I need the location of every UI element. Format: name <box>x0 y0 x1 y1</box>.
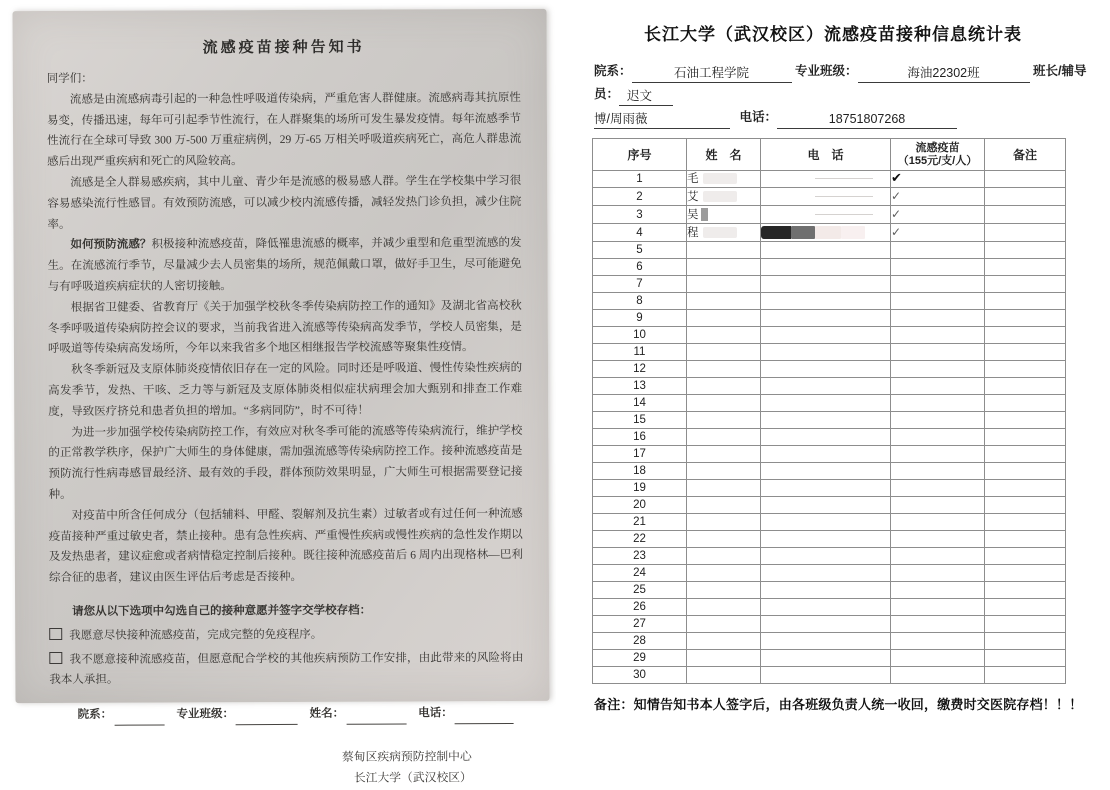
row-number-cell: 15 <box>593 412 687 429</box>
phone-cell <box>761 412 891 429</box>
phone-blank <box>455 710 514 724</box>
vaccine-check-cell <box>891 446 985 463</box>
phone-cell <box>761 531 891 548</box>
header-name: 姓 名 <box>687 139 761 171</box>
notice-paragraph-7: 对疫苗中所含任何成分（包括辅料、甲醛、裂解剂及抗生素）过敏者或有过任何一种流感疫苗接种严重过敏史者，禁止接种。患有急性疾病、严重慢性疾病或慢性疾病的急性发作期以及发热患者，建议症愈或者病情稳定控制后接种。既往接种流感疫苗后 6 周内出现格林—巴利综合征的患者，建议由医生评估后考虑是否接种。 <box>48 507 523 585</box>
row-number-cell: 19 <box>593 480 687 497</box>
phone-cell <box>761 310 891 327</box>
phone-cell <box>761 480 891 497</box>
table-row <box>593 293 1066 310</box>
phone-cell <box>761 378 891 395</box>
row-number-cell: 23 <box>593 548 687 565</box>
phone-cell <box>761 327 891 344</box>
student-name-cell <box>687 463 761 480</box>
note-cell <box>985 599 1066 616</box>
vaccine-check-cell <box>891 497 985 514</box>
table-row <box>593 565 1066 582</box>
table-row <box>593 412 1066 429</box>
stats-footnote: 备注：知情告知书本人签字后，由各班级负责人统一收回，缴费时交医院存档！！！ <box>594 697 1083 712</box>
row-number-cell: 3 <box>593 206 687 224</box>
stats-monitor-value-part2: 博/周雨薇 <box>594 111 730 129</box>
row-number-cell: 29 <box>593 650 687 667</box>
notice-title: 流感疫苗接种告知书 <box>202 39 365 57</box>
notice-paragraph-3 <box>47 233 521 297</box>
note-cell <box>985 429 1066 446</box>
notice-content <box>12 9 549 790</box>
row-number-cell: 12 <box>593 361 687 378</box>
row-number-cell: 9 <box>593 310 687 327</box>
phone-redaction-strip <box>761 226 791 239</box>
checkbox-icon <box>49 651 62 663</box>
student-name-cell <box>687 395 761 412</box>
vaccine-check-cell <box>891 171 985 188</box>
phone-cell <box>761 361 891 378</box>
name-redaction-box <box>701 208 708 221</box>
notice-salutation: 同学们： <box>46 72 93 86</box>
vaccine-check-cell <box>891 463 985 480</box>
phone-cell <box>761 650 891 667</box>
phone-cell <box>761 206 891 224</box>
row-number-cell: 30 <box>593 667 687 684</box>
table-row <box>593 667 1066 684</box>
stats-form-line-2 <box>594 106 1100 129</box>
notice-paragraph-2: 流感是全人群易感疾病，其中儿童、青少年是流感的极易感人群。学生在学校集中学习很容易感染流行性感冒。有效预防流感，可以减少校内流感传播，减轻发热门诊负担，减少住院率。 <box>47 174 522 231</box>
notice-paragraph-5: 秋冬季新冠及支原体肺炎疫情依旧存在一定的风险。同时还是呼吸道、慢性传染性疾病的高发季节，发热、干咳、乏力等与新冠及支原体肺炎相似症状病理会加大甄别和排查工作难度，导致医疗挤兑和患者负担的增加。“多病同防”，时不可待！ <box>48 362 523 418</box>
consent-option-2-label: 我不愿意接种流感疫苗，但愿意配合学校的其他疾病预防工作安排，由此带来的风险将由我本人承担。 <box>49 651 524 687</box>
stats-form-page <box>556 0 1110 712</box>
notice-paragraph-4: 根据省卫健委、省教育厅《关于加强学校秋冬季传染病防控工作的通知》及湖北省高校秋冬季呼吸道传染病防控会议的要求，当前我省进入流感等传染病高发季节，学校人员密集，是呼吸道等传染病高发场所，今年以来我省多个地区相继报告学校流感等聚集性疫情。 <box>47 299 522 356</box>
row-number-cell: 6 <box>593 259 687 276</box>
student-name-cell <box>687 531 761 548</box>
vaccine-checkmark-icon: ✓ <box>891 207 902 221</box>
table-row <box>593 650 1066 667</box>
issuer-block <box>50 746 524 790</box>
header-vaccine <box>891 139 985 171</box>
table-row <box>593 514 1066 531</box>
student-name-cell <box>687 616 761 633</box>
vaccine-check-cell <box>891 582 985 599</box>
table-row <box>593 242 1066 259</box>
vaccine-check-cell <box>891 412 985 429</box>
header-vaccine-line2: （155元/支/人） <box>897 154 978 167</box>
phone-redaction-strip <box>791 226 815 239</box>
phone-cell <box>761 293 891 310</box>
row-number-cell: 25 <box>593 582 687 599</box>
phone-cell <box>761 548 891 565</box>
student-name-cell: 艾 <box>687 188 761 206</box>
phone-cell <box>761 497 891 514</box>
vaccine-check-cell <box>891 206 985 224</box>
student-name-cell <box>687 667 761 684</box>
note-cell <box>985 224 1066 242</box>
table-row <box>593 310 1066 327</box>
student-name-cell: 毛 <box>687 171 761 188</box>
note-cell <box>985 242 1066 259</box>
note-cell <box>985 667 1066 684</box>
vaccine-check-cell <box>891 344 985 361</box>
name-erase-smudge <box>703 227 737 238</box>
table-row <box>593 599 1066 616</box>
row-number-cell: 14 <box>593 395 687 412</box>
row-number-cell: 22 <box>593 531 687 548</box>
stats-monitor-value-part1: 迟文 <box>619 88 673 106</box>
student-name-cell <box>687 446 761 463</box>
stats-monitor-label: 班长/辅导员： <box>594 64 1087 101</box>
vaccine-checkmark-icon: ✓ <box>891 189 902 203</box>
vaccine-check-cell <box>891 327 985 344</box>
table-row <box>593 378 1066 395</box>
checkbox-icon <box>49 628 62 640</box>
phone-redaction-strip <box>841 226 865 239</box>
stats-phone-label: 电话： <box>739 110 777 124</box>
vaccine-check-cell <box>891 599 985 616</box>
note-cell <box>985 361 1066 378</box>
phone-cell <box>761 171 891 188</box>
table-row <box>593 633 1066 650</box>
row-number-cell: 2 <box>593 188 687 206</box>
row-number-cell: 24 <box>593 565 687 582</box>
note-cell <box>985 565 1066 582</box>
row-number-cell: 26 <box>593 599 687 616</box>
row-number-cell: 7 <box>593 276 687 293</box>
phone-cell <box>761 667 891 684</box>
header-no: 序号 <box>593 139 687 171</box>
phone-label: 电话： <box>418 707 453 720</box>
phone-cell <box>761 259 891 276</box>
student-name-cell <box>687 650 761 667</box>
phone-cell <box>761 582 891 599</box>
student-name-cell <box>687 480 761 497</box>
row-number-cell: 1 <box>593 171 687 188</box>
student-name-cell <box>687 344 761 361</box>
note-cell <box>985 463 1066 480</box>
student-name-cell <box>687 514 761 531</box>
row-number-cell: 28 <box>593 633 687 650</box>
table-row <box>593 497 1066 514</box>
student-name-cell: 吴 <box>687 206 761 224</box>
table-row <box>593 171 1066 188</box>
student-name-cell <box>687 361 761 378</box>
table-row <box>593 188 1066 206</box>
notice-paragraph-3-text: 积极接种流感疫苗，降低罹患流感的概率，并减少重型和危重型流感的发生。在流感流行季节，尽量减少去人员密集的场所，规范佩戴口罩，做好手卫生，尽可能避免与有呼吸道疾病症状的人密切接触。 <box>47 237 522 293</box>
table-row <box>593 446 1066 463</box>
student-name-cell <box>687 327 761 344</box>
table-row <box>593 531 1066 548</box>
stats-class-label: 专业班级： <box>795 64 858 78</box>
note-cell <box>985 497 1066 514</box>
note-cell <box>985 582 1066 599</box>
consent-heading: 请您从以下选项中勾选自己的接种意愿并签字交学校存档： <box>72 604 372 618</box>
vaccine-check-cell <box>891 480 985 497</box>
consent-option-2 <box>49 647 523 691</box>
stats-class-value: 海油22302班 <box>858 65 1030 83</box>
note-cell <box>985 378 1066 395</box>
vaccine-check-cell <box>891 616 985 633</box>
table-row <box>593 395 1066 412</box>
name-blank <box>346 710 406 724</box>
row-number-cell: 21 <box>593 514 687 531</box>
header-phone: 电 话 <box>761 139 891 171</box>
phone-cell <box>761 565 891 582</box>
table-row <box>593 361 1066 378</box>
student-name-cell <box>687 599 761 616</box>
phone-erase-mark <box>815 196 873 197</box>
name-erase-smudge <box>703 173 737 184</box>
student-name-cell <box>687 412 761 429</box>
note-cell <box>985 616 1066 633</box>
row-number-cell: 20 <box>593 497 687 514</box>
note-cell <box>985 171 1066 188</box>
student-name-cell <box>687 497 761 514</box>
note-cell <box>985 188 1066 206</box>
table-row <box>593 480 1066 497</box>
notice-paragraph-1: 流感是由流感病毒引起的一种急性呼吸道传染病，严重危害人群健康。流感病毒其抗原性易变，传播迅速，每年可引起季节性流行，在人群聚集的场所可发生暴发疫情。每年流感季节性流行在全球可导致 300 万-500 万重症病例，29 万-65 万相关呼吸道疾病死亡，高危人群患流感后出现严重疾病和死亡的风险较高。 <box>46 91 522 169</box>
phone-cell <box>761 514 891 531</box>
name-label: 姓名： <box>309 707 345 720</box>
student-name-cell <box>687 548 761 565</box>
phone-cell <box>761 242 891 259</box>
phone-cell <box>761 599 891 616</box>
table-row <box>593 259 1066 276</box>
vaccine-check-cell <box>891 259 985 276</box>
note-cell <box>985 310 1066 327</box>
vaccine-check-cell <box>891 514 985 531</box>
row-number-cell: 13 <box>593 378 687 395</box>
phone-cell <box>761 395 891 412</box>
stats-phone-value: 18751807268 <box>777 111 957 129</box>
table-row <box>593 276 1066 293</box>
vaccine-check-cell <box>891 650 985 667</box>
student-name-cell <box>687 582 761 599</box>
table-row <box>593 429 1066 446</box>
note-cell <box>985 327 1066 344</box>
vaccine-check-cell <box>891 310 985 327</box>
student-name-cell <box>687 565 761 582</box>
table-row <box>593 582 1066 599</box>
table-row <box>593 463 1066 480</box>
vaccine-check-cell <box>891 667 985 684</box>
vaccine-check-cell <box>891 293 985 310</box>
vaccine-check-cell <box>891 565 985 582</box>
stats-header-form <box>594 60 1100 129</box>
row-number-cell: 18 <box>593 463 687 480</box>
phone-erase-mark <box>815 178 873 179</box>
note-cell <box>985 395 1066 412</box>
stats-dept-label: 院系： <box>594 64 632 78</box>
student-name-cell <box>687 429 761 446</box>
phone-cell <box>761 633 891 650</box>
student-name-cell <box>687 633 761 650</box>
student-name-cell <box>687 259 761 276</box>
vaccine-roster-table <box>592 138 1066 684</box>
note-cell <box>985 344 1066 361</box>
phone-cell <box>761 463 891 480</box>
table-row <box>593 548 1066 565</box>
note-cell <box>985 548 1066 565</box>
notice-paper-photo <box>12 9 549 785</box>
note-cell <box>985 293 1066 310</box>
note-cell <box>985 650 1066 667</box>
dept-label: 院系： <box>77 708 113 722</box>
notice-paragraph-3-lead: 如何预防流感？ <box>70 238 152 252</box>
row-number-cell: 27 <box>593 616 687 633</box>
student-name-cell <box>687 242 761 259</box>
table-row <box>593 327 1066 344</box>
note-cell <box>985 259 1066 276</box>
note-cell <box>985 206 1066 224</box>
consent-option-1 <box>49 624 523 647</box>
vaccine-check-cell <box>891 242 985 259</box>
table-row <box>593 206 1066 224</box>
phone-cell <box>761 344 891 361</box>
row-number-cell: 10 <box>593 327 687 344</box>
phone-redaction-strip <box>815 226 841 239</box>
phone-cell <box>761 224 891 242</box>
student-name-cell <box>687 293 761 310</box>
dept-blank <box>114 711 164 725</box>
vaccine-checkmark-icon: ✓ <box>891 225 902 239</box>
row-number-cell: 11 <box>593 344 687 361</box>
vaccine-check-cell <box>891 429 985 446</box>
table-row <box>593 616 1066 633</box>
class-label: 专业班级： <box>176 708 234 721</box>
stats-title: 长江大学（武汉校区）流感疫苗接种信息统计表 <box>644 25 1022 44</box>
header-note: 备注 <box>985 139 1066 171</box>
header-vaccine-line1: 流感疫苗 <box>915 141 960 154</box>
phone-erase-mark <box>815 214 873 215</box>
vaccine-check-cell <box>891 276 985 293</box>
student-name-cell <box>687 378 761 395</box>
stats-form-line-1 <box>594 60 1100 106</box>
name-erase-smudge <box>703 191 737 202</box>
student-name-cell: 程 <box>687 224 761 242</box>
roster-table-body <box>593 171 1066 684</box>
issuer-org-1: 蔡甸区疾病预防控制中心 <box>341 749 472 764</box>
student-name-cell <box>687 310 761 327</box>
note-cell <box>985 633 1066 650</box>
phone-cell <box>761 616 891 633</box>
note-cell <box>985 514 1066 531</box>
consent-option-1-label: 我愿意尽快接种流感疫苗，完成完整的免疫程序。 <box>69 628 323 642</box>
notice-paragraph-6: 为进一步加强学校传染病防控工作，有效应对秋冬季可能的流感等传染病流行，维护学校的正常教学秩序，保护广大师生的身体健康，需加强流感等传染病防控工作。接种流感疫苗是预防流行性病毒感冒最经济、最有效的手段，群体预防效果明显，广大师生可根据需要登记接种。 <box>48 424 523 501</box>
note-cell <box>985 412 1066 429</box>
phone-cell <box>761 429 891 446</box>
note-cell <box>985 480 1066 497</box>
row-number-cell: 8 <box>593 293 687 310</box>
notice-signature-form <box>50 703 524 726</box>
note-cell <box>985 276 1066 293</box>
vaccine-check-cell <box>891 188 985 206</box>
vaccine-check-cell <box>891 224 985 242</box>
row-number-cell: 5 <box>593 242 687 259</box>
vaccine-check-cell <box>891 378 985 395</box>
class-blank <box>236 711 298 725</box>
roster-header-row <box>593 139 1066 171</box>
row-number-cell: 17 <box>593 446 687 463</box>
table-row <box>593 224 1066 242</box>
table-row <box>593 344 1066 361</box>
issuer-org-2: 长江大学（武汉校区） <box>353 770 472 785</box>
note-cell <box>985 446 1066 463</box>
vaccine-check-cell <box>891 531 985 548</box>
vaccine-check-cell <box>891 548 985 565</box>
phone-cell <box>761 446 891 463</box>
row-number-cell: 16 <box>593 429 687 446</box>
note-cell <box>985 531 1066 548</box>
stats-dept-value: 石油工程学院 <box>632 65 792 83</box>
vaccine-checkmark-icon: ✔ <box>891 171 902 186</box>
phone-cell <box>761 276 891 293</box>
vaccine-check-cell <box>891 361 985 378</box>
vaccine-check-cell <box>891 633 985 650</box>
row-number-cell: 4 <box>593 224 687 242</box>
phone-cell <box>761 188 891 206</box>
vaccine-check-cell <box>891 395 985 412</box>
student-name-cell <box>687 276 761 293</box>
